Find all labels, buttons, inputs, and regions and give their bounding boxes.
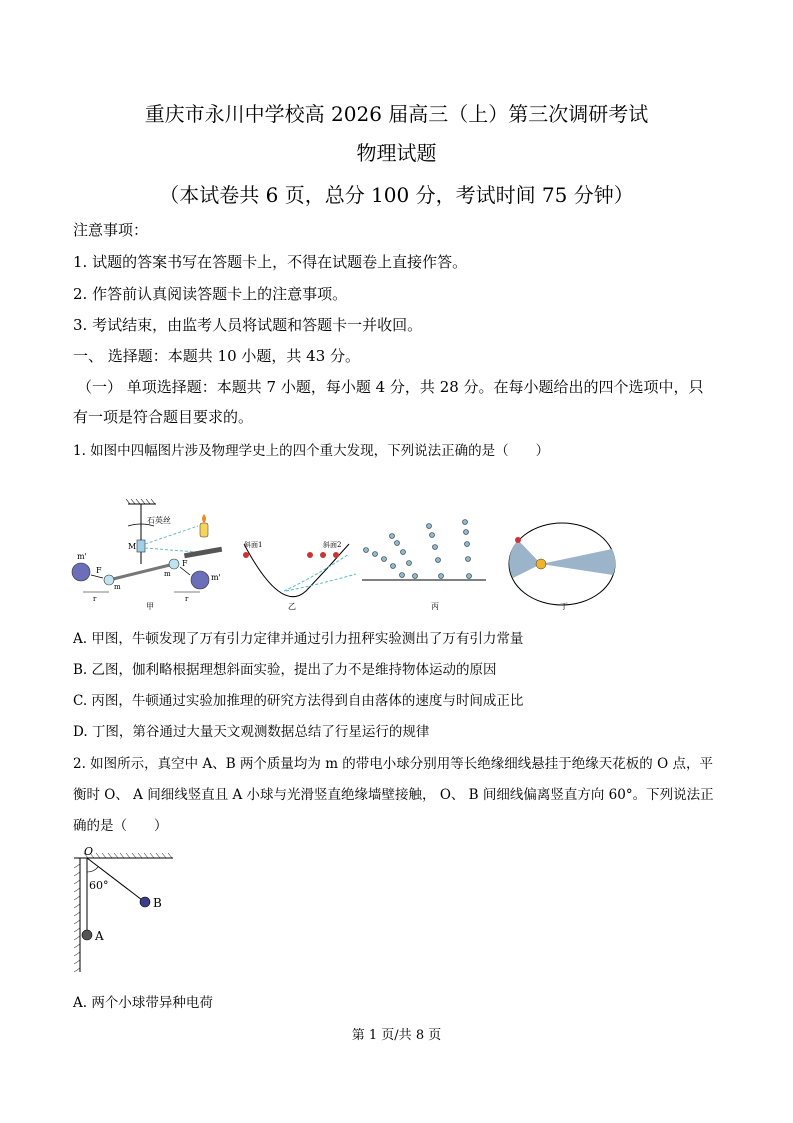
q2-stem-line: 2. 如图所示，真空中 A、B 两个质量均为 m 的带电小球分别用等长绝缘细线悬挂于绝缘天花板的 O 点，平 (73, 756, 713, 772)
figure-label-jia: 甲 (146, 602, 154, 611)
q1-option-c: C. 丙图，牛顿通过实验加推理的研究方法得到自由落体的速度与时间成正比 (73, 693, 524, 709)
distance-r-label: r (93, 595, 97, 603)
point-O-label: O (84, 846, 94, 858)
mass-m-label: m (164, 570, 171, 578)
subsection-line: （一） 单项选择题：本题共 7 小题，每小题 4 分，共 28 分。在每小题给出的四个选项中，只 (77, 378, 704, 396)
q1-option-a: A. 甲图，牛顿发现了万有引力定律并通过引力扭秤实验测出了万有引力常量 (73, 631, 524, 647)
falling-balls-diagram (362, 520, 486, 612)
note-item: 2. 作答前认真阅读答题卡上的注意事项。 (73, 285, 348, 303)
mass-m-label: m (114, 583, 121, 591)
section-title: 一、 选择题：本题共 10 小题，共 43 分。 (73, 347, 361, 365)
q1-figure (66, 496, 626, 614)
q1-stem: 1. 如图中四幅图片涉及物理学史上的四个重大发现，下列说法正确的是（ ） (73, 443, 550, 459)
q1-option-b: B. 乙图，伽利略根据理想斜面实验，提出了力不是维持物体运动的原因 (73, 662, 497, 678)
page-footer: 第 1 页/共 8 页 (351, 1028, 442, 1043)
distance-r-label: r (185, 595, 189, 603)
exam-info: （本试卷共 6 页，总分 100 分，考试时间 75 分钟） (159, 183, 634, 207)
notes-heading: 注意事项： (73, 221, 149, 239)
note-item: 3. 考试结束，由监考人员将试题和答题卡一并收回。 (73, 316, 423, 334)
subsection-line: 有一项是符合题目要求的。 (73, 408, 254, 426)
figure-label-bing: 丙 (431, 602, 439, 611)
force-F-label: F (182, 559, 188, 568)
slope2-label: 斜面2 (323, 541, 342, 549)
inclined-plane-diagram (243, 540, 356, 611)
angle-label: 60° (89, 879, 109, 892)
mass-M-label: M (128, 542, 137, 551)
slope1-label: 斜面1 (244, 541, 263, 549)
ball-A-label: A (95, 929, 104, 943)
q1-option-d: D. 丁图，第谷通过大量天文观测数据总结了行星运行的规律 (73, 724, 430, 740)
note-item: 1. 试题的答案书写在答题卡上，不得在试题卷上直接作答。 (73, 253, 468, 271)
q2-stem-line: 衡时 O、 A 间细线竖直且 A 小球与光滑竖直绝缘墙壁接触， O、 B 间细线偏离竖直方向 60°。下列说法正 (73, 787, 714, 803)
subject-title: 物理试题 (356, 141, 437, 165)
mass-m-prime-label: m' (211, 573, 221, 582)
q2-figure (68, 846, 188, 976)
figure-label-ding: 丁 (560, 602, 568, 611)
ball-B-label: B (153, 896, 162, 910)
torsion-balance-diagram (72, 499, 222, 611)
exam-title: 重庆市永川中学校高 2026 届高三（上）第三次调研考试 (144, 102, 649, 126)
kepler-orbit-diagram (509, 523, 615, 611)
mass-m-prime-label: m' (77, 552, 87, 561)
force-F-label: F (96, 566, 102, 575)
q2-stem-line: 确的是（ ） (73, 818, 168, 834)
q2-option-a: A. 两个小球带异种电荷 (73, 995, 213, 1011)
quartz-label: 石英丝 (147, 516, 171, 525)
figure-label-yi: 乙 (288, 602, 296, 611)
